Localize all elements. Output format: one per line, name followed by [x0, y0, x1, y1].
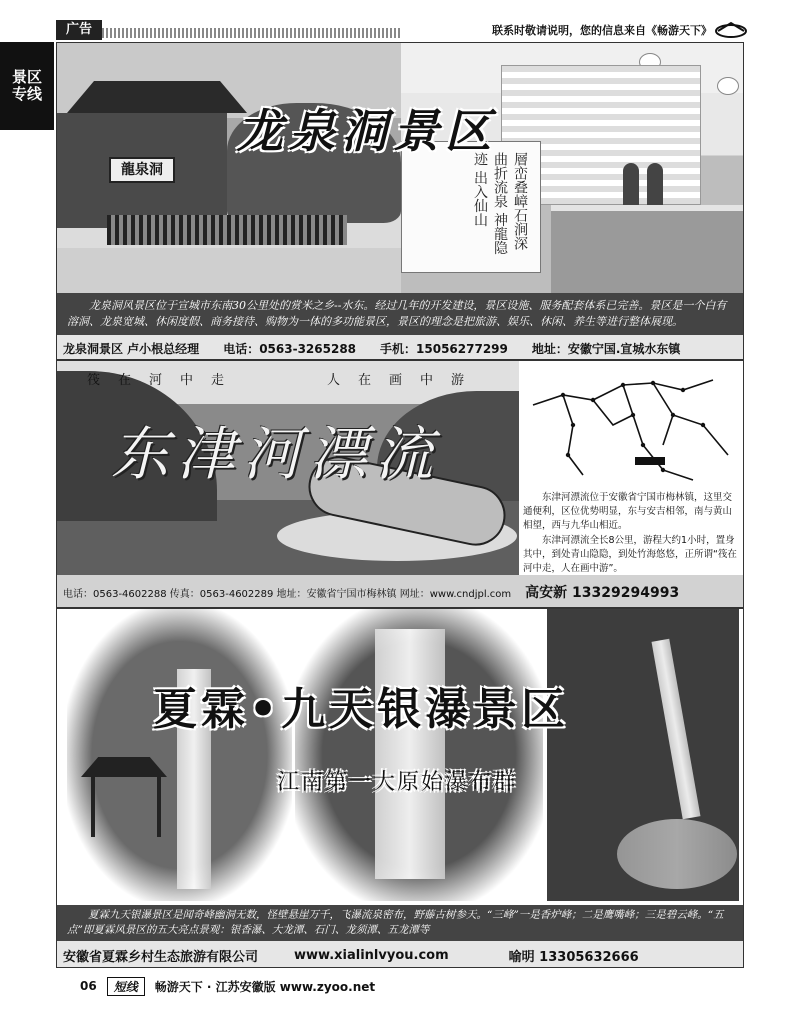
ad-title-xialin: 夏霖•九天银瀑景区	[153, 684, 570, 735]
pool-water	[617, 819, 737, 889]
side-tab-line2: 专线	[11, 85, 42, 103]
contact-person: 龙泉洞景区 卢小根总经理	[63, 341, 200, 356]
section-tab-scenic-routes	[0, 42, 54, 130]
company-name: 安徽省夏霖乡村生态旅游有限公司	[63, 949, 259, 965]
ad-label: 广告	[56, 20, 102, 40]
ad-dongjin-rafting	[56, 360, 744, 608]
ceiling-lamp-icon	[717, 77, 739, 95]
reception-counter	[551, 205, 744, 293]
plaza-ground	[57, 248, 401, 293]
staff-figure	[623, 163, 639, 205]
contact-bar-longquan	[57, 335, 744, 360]
header-notice: 联系时敬请说明，您的信息来自《畅游天下》	[492, 24, 712, 37]
route-map	[523, 365, 739, 489]
contact-bar-xialin	[57, 941, 744, 968]
route-description-p2: 东津河漂流全长8公里，游程大约1小时，置身其中，到处青山隐隐，到处竹海悠悠，正所谓“筏在河中走，人在画中游”。	[523, 535, 737, 574]
slogan-left: 筏在河中走	[87, 373, 243, 388]
contact-person: 高安新 13329294993	[525, 585, 680, 601]
footer-brand: 短线	[107, 977, 145, 996]
company-website: www.xialinlvyou.com	[294, 947, 449, 963]
staff-figure	[647, 163, 663, 205]
gate-sign: 龍泉洞	[109, 157, 175, 183]
waterfall-stream	[375, 629, 445, 879]
photo-waterfall-main	[295, 609, 543, 901]
pavilion-post	[91, 777, 95, 837]
calligraphy-scroll: 層峦叠嶂石涧深 曲折流泉 神龍隐迹 出入仙山	[401, 141, 541, 273]
footer-publication: 畅游天下 · 江苏安徽版 www.zyoo.net	[154, 979, 376, 994]
contact-phone: 电话：0563-3265288	[223, 341, 357, 356]
ad-subtitle-xialin: 江南第一大原始瀑布群	[277, 770, 518, 795]
page-footer	[80, 976, 375, 996]
page-number: 06	[80, 979, 97, 993]
magazine-logo-icon	[714, 21, 748, 39]
ad-xialin-waterfall	[56, 608, 744, 968]
ad-title-dongjin: 东津河漂流	[111, 420, 442, 488]
contact-address: 地址：安徽宁国.宣城水东镇	[531, 341, 681, 356]
ad-description-xialin: 夏霖九天银瀑景区是闻奇峰幽洞无数，怪壁悬崖万千，飞瀑流泉密布，野藤古树参天。“三峰”一是香炉峰；二是鹰嘴峰；三是碧云峰。“五点”即夏霖风景区的五大亮点景观：银香瀑、大龙潭、石门、龙须潭、五龙潭等	[57, 905, 744, 941]
route-description	[523, 491, 741, 576]
top-header	[0, 20, 800, 42]
photo-river-rafting	[57, 361, 519, 575]
contact-mobile: 手机：15056277299	[380, 341, 508, 356]
photo-waterfall-gorge	[547, 609, 739, 901]
gate-roof-shape	[67, 73, 247, 113]
slogan-right: 人在画中游	[327, 373, 483, 388]
ad-title-longquan: 龙泉洞景区	[237, 104, 497, 158]
ad-description-longquan: 龙泉洞风景区位于宣城市东南30公里处的赏米之乡--水东。经过几年的开发建设，景区设施、服务配套体系已完善。景区是一个白有溶洞、龙泉宽城、休闲度假、商务接待、购物为一体的多功能景区，景区的理念是把旅游、娱乐、休闲、养生等进行整体展现。	[57, 293, 744, 335]
pavilion-roof	[81, 757, 167, 777]
waterfall-stream	[652, 639, 701, 819]
side-tab-line1: 景区	[11, 68, 42, 86]
contact-bar-dongjin	[57, 575, 744, 608]
header-rule	[102, 28, 402, 38]
contact-person: 喻明 13305632666	[508, 949, 639, 965]
contact-details: 电话：0563-4602288 传真：0563-4602289 地址：安徽省宁国市梅林镇 网址：www.cndjpl.com	[63, 588, 512, 600]
photo-scenic-gate	[57, 43, 401, 293]
photo-waterfall-pavilion	[67, 609, 292, 901]
visitor-crowd	[107, 215, 347, 245]
ad-longquan-cave	[56, 42, 744, 360]
photo-reception-hall	[401, 43, 744, 293]
route-description-p1: 东津河漂流位于安徽省宁国市梅林镇，这里交通便利，区位优势明显，东与安吉相邻，南与黄山相望，西与九华山相近。	[523, 492, 733, 531]
pavilion-post	[157, 777, 161, 837]
